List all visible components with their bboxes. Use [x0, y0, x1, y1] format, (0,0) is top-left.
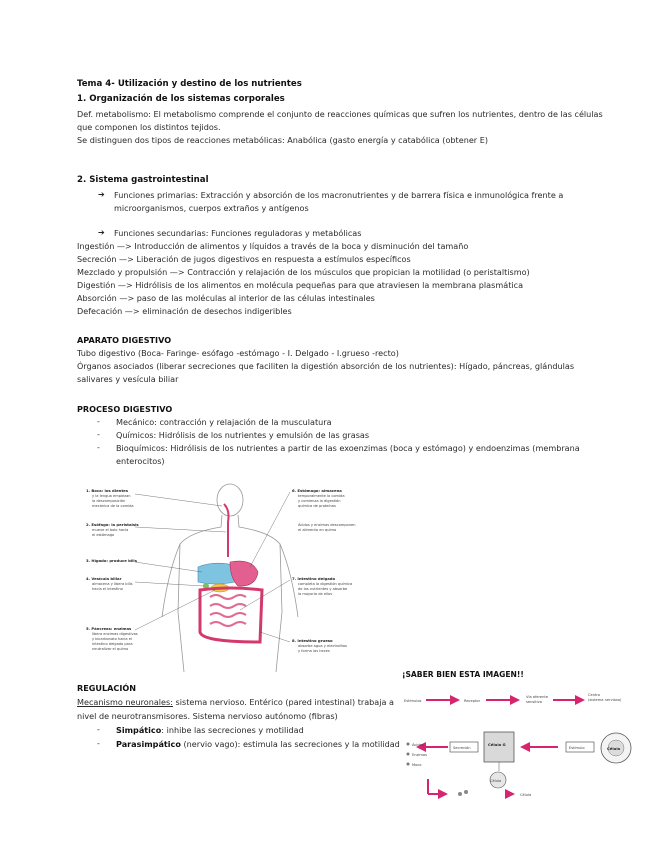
secretion-line: Secreción —> Liberación de jugos digestivos en respuesta a estímulos específicos — [77, 254, 411, 264]
svg-text:libera enzimas digestivas: libera enzimas digestivas — [92, 632, 138, 636]
svg-text:completa la digestión química: completa la digestión química — [298, 582, 353, 586]
svg-text:la mayoría de ellos: la mayoría de ellos — [298, 592, 333, 596]
section2-title: 2. Sistema gastrointestinal — [77, 175, 209, 185]
svg-text:absorbe agua y electrolitos: absorbe agua y electrolitos — [298, 644, 347, 648]
svg-text:y la lengua empiezan: y la lengua empiezan — [92, 494, 131, 498]
defecation-line: Defecación —> eliminación de desechos indigeribles — [77, 306, 292, 316]
svg-text:temporalmente la comida: temporalmente la comida — [298, 494, 345, 498]
svg-text:y comienza la digestión: y comienza la digestión — [298, 499, 341, 503]
flow-node-center: Célula G — [488, 742, 506, 747]
svg-text:(sistema nervioso): (sistema nervioso) — [588, 698, 622, 702]
diagram-label-pancreas: 5. Páncreas: enzimas — [86, 626, 132, 631]
svg-text:neutralizar el quimo: neutralizar el quimo — [92, 647, 129, 651]
flow-node-right: Célula — [607, 746, 621, 751]
parasympathetic-label: Parasimpático — [116, 739, 181, 749]
svg-text:Enzimas: Enzimas — [412, 753, 428, 757]
diagram-label-small-intestine: 7. Intestino delgado — [292, 576, 336, 581]
diagram-label-liver: 3. Hígado: produce bilis — [86, 558, 137, 563]
primary-functions: Funciones primarias: Extracción y absorción de los macronutrientes y de barrera física e inmunológica frente a — [114, 190, 564, 200]
neuronal-mechanism-cont: nivel de neurotransmisores. Sistema nervioso autónomo (fibras) — [77, 711, 338, 721]
neuronal-label: Mecanismo neuronales: — [77, 697, 173, 707]
svg-text:Centro: Centro — [588, 693, 601, 697]
svg-text:Moco: Moco — [412, 763, 422, 767]
svg-text:mueve el bolo hacia: mueve el bolo hacia — [92, 528, 129, 532]
regulation-flow-diagram — [398, 684, 638, 814]
parasympathetic-text: (nervio vago): estimula las secreciones y la motilidad — [180, 739, 400, 749]
ingestion-line: Ingestión —> Introducción de alimentos y líquidos a través de la boca y disminución del tamaño — [77, 241, 469, 251]
svg-text:intestino delgado para: intestino delgado para — [92, 642, 133, 646]
flow-diagram-title: ¡SABER BIEN ESTA IMAGEN!! — [402, 670, 524, 679]
diagram-label-esophagus: 2. Esófago: la peristalsis — [86, 522, 139, 527]
svg-text:mecánica de la comida: mecánica de la comida — [92, 504, 134, 508]
sympathetic-line — [116, 725, 304, 736]
center-node-box — [484, 732, 514, 762]
mixing-line: Mezclado y propulsión —> Contracción y relajación de los músculos que propician la motilidad (o peristaltismo) — [77, 267, 530, 277]
small-intestine-shape — [210, 595, 246, 626]
metabolism-definition: Def. metabolismo: El metabolismo comprende el conjunto de reacciones químicas que sufren los nutrientes, dentro de las células — [77, 109, 603, 119]
sympathetic-text: : inhibe las secreciones y motilidad — [161, 725, 304, 735]
primary-functions-cont: microorganismos, cuerpos extraños y antígenos — [114, 203, 309, 213]
process-item-biochemical: Bioquímicos: Hidrólisis de los nutrientes a partir de las exoenzimas (boca y estómago) y endoenzimas (membrana — [116, 443, 580, 453]
process-item-biochemical-cont: enterocitos) — [116, 456, 165, 466]
svg-text:y bicarbonato hacia el: y bicarbonato hacia el — [92, 637, 132, 641]
arrow-bullet-icon: ➔ — [98, 190, 105, 199]
secondary-functions: Funciones secundarias: Funciones reguladoras y metabólicas — [114, 228, 362, 238]
diagram-label-stomach: 6. Estómago: almacena — [292, 488, 342, 493]
svg-text:química de proteínas: química de proteínas — [298, 504, 336, 508]
dash-bullet: - — [97, 443, 100, 452]
parasympathetic-line — [116, 739, 400, 750]
metabolism-definition-cont: que componen los distintos tejidos. — [77, 122, 221, 132]
diagram-label-large-intestine: 8. Intestino grueso — [292, 638, 333, 643]
process-item-chemical: Químicos: Hidrólisis de los nutrientes y emulsión de las grasas — [116, 430, 370, 440]
topic-title: Tema 4- Utilización y destino de los nutrientes — [77, 79, 302, 89]
svg-text:Estímulo: Estímulo — [569, 746, 585, 750]
svg-text:Estímulos: Estímulos — [404, 699, 422, 703]
svg-text:Secreción: Secreción — [453, 746, 471, 750]
neuronal-text: sistema nervioso. Entérico (pared intestinal) trabaja a — [172, 697, 394, 707]
apparatus-title: APARATO DIGESTIVO — [77, 335, 172, 345]
process-item-mechanical: Mecánico: contracción y relajación de la musculatura — [116, 417, 332, 427]
svg-text:el estómago: el estómago — [92, 533, 115, 537]
associated-organs-cont: salivares y vesícula biliar — [77, 374, 179, 384]
associated-organs: Órganos asociados (liberar secreciones que faciliten la digestión absorción de los nutrientes): Hígado, páncreas, glándulas — [77, 361, 575, 371]
diagram-label-mouth: 1. Boca: los dientes — [86, 488, 129, 493]
svg-text:almacena y libera bilis: almacena y libera bilis — [92, 582, 133, 586]
svg-text:Ácidos y enzimas descomponen: Ácidos y enzimas descomponen — [298, 523, 356, 527]
dash-bullet: - — [97, 417, 100, 426]
dash-bullet: - — [97, 739, 100, 748]
svg-text:hacia el intestino: hacia el intestino — [92, 587, 123, 591]
dash-bullet: - — [97, 430, 100, 439]
svg-text:sensitiva: sensitiva — [526, 700, 542, 704]
sympathetic-label: Simpático — [116, 725, 162, 735]
esophagus-shape — [224, 504, 229, 557]
svg-text:y forma las heces: y forma las heces — [298, 649, 330, 653]
svg-text:el alimento en quimo: el alimento en quimo — [298, 528, 337, 532]
svg-text:Vía aferente: Vía aferente — [526, 695, 548, 699]
absorption-line: Absorción —> paso de las moléculas al interior de las células intestinales — [77, 293, 375, 303]
process-title: PROCESO DIGESTIVO — [77, 404, 173, 414]
svg-text:Célula: Célula — [520, 793, 532, 797]
metabolic-reactions: Se distinguen dos tipos de reacciones metabólicas: Anabólica (gasto energía y catabólica (obtener E) — [77, 135, 488, 145]
section1-title: 1. Organización de los sistemas corporales — [77, 94, 285, 104]
regulation-title: REGULACIÓN — [77, 683, 137, 693]
svg-text:Célula: Célula — [490, 779, 502, 783]
dash-bullet: - — [97, 725, 100, 734]
svg-text:Ácidos: Ácidos — [412, 743, 424, 747]
digestive-tube: Tubo digestivo (Boca- Faringe- esófago -estómago - I. Delgado - I.grueso -recto) — [77, 348, 399, 358]
large-intestine-shape — [200, 588, 262, 642]
svg-text:de los nutrientes y absorbe: de los nutrientes y absorbe — [298, 587, 348, 591]
svg-text:la descomposición: la descomposición — [92, 499, 126, 503]
arrow-bullet-icon: ➔ — [98, 228, 105, 237]
digestive-system-diagram — [80, 482, 380, 672]
svg-text:Receptor: Receptor — [464, 699, 481, 703]
diagram-label-gallbladder: 4. Vesícula biliar — [86, 576, 122, 581]
neuronal-mechanism — [77, 697, 394, 708]
digestion-line: Digestión —> Hidrólisis de los alimentos en molécula pequeñas para que atraviesen la membrana plasmática — [77, 280, 524, 290]
